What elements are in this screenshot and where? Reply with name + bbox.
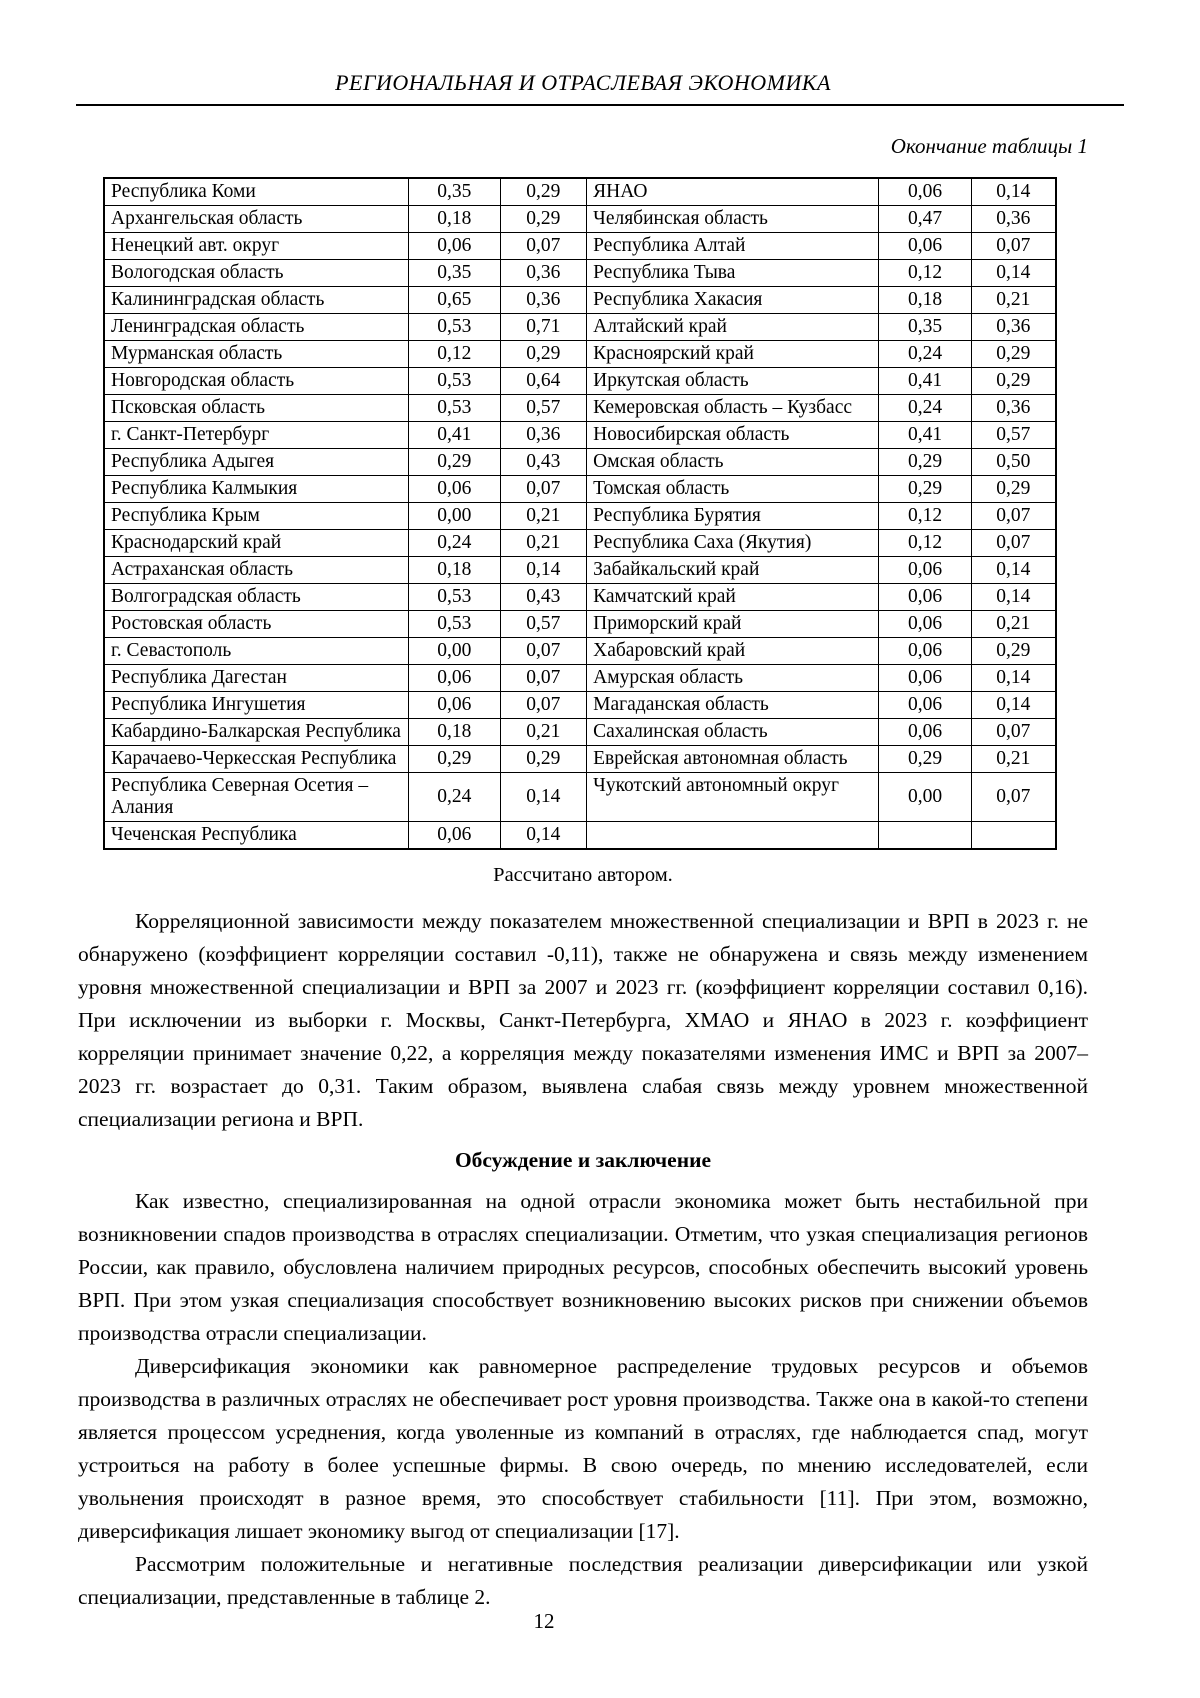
value-cell: 0,00: [409, 503, 500, 530]
region-name-cell: Республика Саха (Якутия): [587, 530, 879, 557]
region-name-cell: Республика Адыгея: [104, 449, 409, 476]
region-name-cell: Иркутская область: [587, 368, 879, 395]
value-cell: 0,24: [879, 341, 971, 368]
region-name-cell: Карачаево-Черкесская Республика: [104, 746, 409, 773]
value-cell: 0,29: [500, 746, 587, 773]
table-row: [104, 341, 1056, 368]
value-cell: 0,06: [879, 638, 971, 665]
region-name-cell: [587, 822, 879, 850]
value-cell: 0,36: [500, 260, 587, 287]
region-name-cell: Вологодская область: [104, 260, 409, 287]
value-cell: 0,14: [500, 822, 587, 850]
value-cell: 0,21: [500, 530, 587, 557]
value-cell: 0,29: [971, 368, 1056, 395]
value-cell: 0,06: [409, 692, 500, 719]
value-cell: 0,21: [500, 503, 587, 530]
value-cell: 0,29: [500, 341, 587, 368]
value-cell: 0,57: [500, 395, 587, 422]
table-row: [104, 449, 1056, 476]
region-name-cell: Краснодарский край: [104, 530, 409, 557]
value-cell: 0,41: [879, 368, 971, 395]
value-cell: 0,07: [500, 692, 587, 719]
value-cell: 0,43: [500, 584, 587, 611]
value-cell: 0,07: [500, 665, 587, 692]
table-row: [104, 178, 1056, 206]
value-cell: 0,07: [971, 530, 1056, 557]
value-cell: 0,35: [409, 178, 500, 206]
value-cell: 0,14: [971, 584, 1056, 611]
region-name-cell: Республика Коми: [104, 178, 409, 206]
value-cell: 0,06: [879, 178, 971, 206]
value-cell: [971, 822, 1056, 850]
value-cell: 0,36: [500, 287, 587, 314]
region-name-cell: Амурская область: [587, 665, 879, 692]
value-cell: 0,36: [971, 395, 1056, 422]
paragraph-table2-intro: Рассмотрим положительные и негативные последствия реализации диверсификации или узкой специализации, представленные в таблице 2.: [78, 1552, 1088, 1609]
value-cell: 0,06: [879, 557, 971, 584]
value-cell: 0,53: [409, 395, 500, 422]
value-cell: 0,53: [409, 611, 500, 638]
value-cell: 0,64: [500, 368, 587, 395]
value-cell: 0,35: [879, 314, 971, 341]
table-row: [104, 719, 1056, 746]
table-row: [104, 557, 1056, 584]
value-cell: 0,29: [879, 449, 971, 476]
paragraph-diversification: Диверсификация экономики как равномерное распределение трудовых ресурсов и объемов производства в различных отраслях не обеспечивает рост уровня производства. Также она в какой-то степени является процессом усреднения, когда уволенные из компаний в отраслях, где наблюдается спад, могут устроиться на работу в более успешные фирмы. В свою очередь, по мнению исследователей, если увольнения происходят в разное время, это способствует стабильности [11]. При этом, возможно, диверсификация лишает экономику выгод от специализации [17].: [78, 1354, 1088, 1543]
value-cell: 0,06: [409, 665, 500, 692]
journal-section-header: РЕГИОНАЛЬНАЯ И ОТРАСЛЕВАЯ ЭКОНОМИКА: [335, 70, 831, 95]
value-cell: 0,21: [971, 287, 1056, 314]
region-name-cell: Чукотский автономный округ: [587, 773, 879, 822]
value-cell: 0,18: [409, 206, 500, 233]
value-cell: 0,50: [971, 449, 1056, 476]
value-cell: 0,29: [409, 746, 500, 773]
value-cell: 0,06: [879, 611, 971, 638]
value-cell: 0,41: [879, 422, 971, 449]
region-name-cell: Кемеровская область – Кузбасс: [587, 395, 879, 422]
value-cell: 0,14: [971, 557, 1056, 584]
value-cell: 0,14: [971, 692, 1056, 719]
region-name-cell: Волгоградская область: [104, 584, 409, 611]
paragraph-specialization-risks: Как известно, специализированная на одной отрасли экономика может быть нестабильной при возникновении спадов производства в отраслях специализации. Отметим, что узкая специализация регионов России, как правило, обусловлена наличием природных ресурсов, способных обеспечить высокий уровень ВРП. При этом узкая специализация способствует возникновению высоких рисков при снижении объемов производства отрасли специализации.: [78, 1189, 1088, 1345]
value-cell: 0,18: [409, 719, 500, 746]
table-row: [104, 260, 1056, 287]
value-cell: 0,29: [879, 746, 971, 773]
region-name-cell: Республика Калмыкия: [104, 476, 409, 503]
value-cell: 0,35: [409, 260, 500, 287]
table-row: [104, 692, 1056, 719]
value-cell: 0,36: [971, 206, 1056, 233]
region-name-cell: Республика Дагестан: [104, 665, 409, 692]
value-cell: 0,12: [409, 341, 500, 368]
value-cell: 0,21: [500, 719, 587, 746]
discussion-conclusion-heading: Обсуждение и заключение: [454, 1148, 712, 1172]
region-name-cell: Калининградская область: [104, 287, 409, 314]
table-source-note: Рассчитано автором.: [493, 864, 673, 886]
region-name-cell: Чеченская Республика: [104, 822, 409, 850]
value-cell: 0,14: [971, 178, 1056, 206]
table-continuation-caption: Окончание таблицы 1: [890, 134, 1088, 158]
value-cell: 0,07: [971, 503, 1056, 530]
value-cell: 0,06: [879, 719, 971, 746]
value-cell: 0,29: [409, 449, 500, 476]
region-name-cell: Томская область: [587, 476, 879, 503]
table-body: [104, 178, 1056, 849]
region-name-cell: г. Санкт-Петербург: [104, 422, 409, 449]
table-row: [104, 476, 1056, 503]
table-row: [104, 638, 1056, 665]
value-cell: 0,07: [500, 476, 587, 503]
article-body-continued: [78, 1185, 1088, 1614]
region-name-cell: г. Севастополь: [104, 638, 409, 665]
value-cell: 0,29: [879, 476, 971, 503]
region-name-cell: Республика Алтай: [587, 233, 879, 260]
value-cell: 0,00: [409, 638, 500, 665]
value-cell: 0,43: [500, 449, 587, 476]
table-row: [104, 746, 1056, 773]
paragraph-correlation: Корреляционной зависимости между показателем множественной специализации и ВРП в 2023 г. не обнаружено (коэффициент корреляции составил -0,11), также не обнаружена и связь между изменением уровня множественной специализации и ВРП за 2007 и 2023 гг. (коэффициент корреляции составил 0,16). При исключении из выборки г. Москвы, Санкт-Петербурга, ХМАО и ЯНАО в 2023 г. коэффициент корреляции принимает значение 0,22, а корреляция между показателями изменения ИМС и ВРП за 2007–2023 гг. возрастает до 0,31. Таким образом, выявлена слабая связь между уровнем множественной специализации региона и ВРП.: [78, 909, 1088, 1131]
value-cell: 0,18: [879, 287, 971, 314]
region-name-cell: Республика Тыва: [587, 260, 879, 287]
value-cell: [879, 822, 971, 850]
region-name-cell: Ленинградская область: [104, 314, 409, 341]
region-name-cell: Ростовская область: [104, 611, 409, 638]
value-cell: 0,57: [500, 611, 587, 638]
value-cell: 0,14: [500, 773, 587, 822]
region-name-cell: Архангельская область: [104, 206, 409, 233]
region-name-cell: Хабаровский край: [587, 638, 879, 665]
page-number: 12: [533, 1609, 555, 1633]
region-name-cell: Республика Северная Осетия – Алания: [104, 773, 409, 822]
value-cell: 0,57: [971, 422, 1056, 449]
table-row: [104, 665, 1056, 692]
region-name-cell: Мурманская область: [104, 341, 409, 368]
table-row: [104, 611, 1056, 638]
value-cell: 0,07: [500, 638, 587, 665]
value-cell: 0,29: [500, 178, 587, 206]
table-row: [104, 584, 1056, 611]
region-name-cell: Челябинская область: [587, 206, 879, 233]
value-cell: 0,65: [409, 287, 500, 314]
regions-specialization-table: [103, 177, 1057, 850]
region-name-cell: Республика Бурятия: [587, 503, 879, 530]
value-cell: 0,53: [409, 314, 500, 341]
table-row: [104, 530, 1056, 557]
value-cell: 0,14: [971, 665, 1056, 692]
value-cell: 0,21: [971, 746, 1056, 773]
value-cell: 0,06: [409, 476, 500, 503]
header-rule: [76, 104, 1124, 106]
value-cell: 0,71: [500, 314, 587, 341]
value-cell: 0,00: [879, 773, 971, 822]
region-name-cell: Астраханская область: [104, 557, 409, 584]
value-cell: 0,07: [971, 719, 1056, 746]
value-cell: 0,12: [879, 530, 971, 557]
region-name-cell: Псковская область: [104, 395, 409, 422]
value-cell: 0,29: [971, 341, 1056, 368]
region-name-cell: Камчатский край: [587, 584, 879, 611]
region-name-cell: Забайкальский край: [587, 557, 879, 584]
value-cell: 0,29: [500, 206, 587, 233]
region-name-cell: Новгородская область: [104, 368, 409, 395]
value-cell: 0,41: [409, 422, 500, 449]
value-cell: 0,18: [409, 557, 500, 584]
table-row: [104, 368, 1056, 395]
table-row: [104, 314, 1056, 341]
value-cell: 0,14: [971, 260, 1056, 287]
region-name-cell: ЯНАО: [587, 178, 879, 206]
region-name-cell: Алтайский край: [587, 314, 879, 341]
value-cell: 0,12: [879, 503, 971, 530]
value-cell: 0,14: [500, 557, 587, 584]
value-cell: 0,24: [879, 395, 971, 422]
value-cell: 0,36: [500, 422, 587, 449]
value-cell: 0,07: [971, 233, 1056, 260]
region-name-cell: Красноярский край: [587, 341, 879, 368]
region-name-cell: Республика Крым: [104, 503, 409, 530]
value-cell: 0,36: [971, 314, 1056, 341]
region-name-cell: Приморский край: [587, 611, 879, 638]
value-cell: 0,24: [409, 773, 500, 822]
table-row: [104, 206, 1056, 233]
value-cell: 0,21: [971, 611, 1056, 638]
region-name-cell: Республика Хакасия: [587, 287, 879, 314]
value-cell: 0,47: [879, 206, 971, 233]
value-cell: 0,12: [879, 260, 971, 287]
value-cell: 0,06: [879, 692, 971, 719]
value-cell: 0,53: [409, 368, 500, 395]
value-cell: 0,06: [409, 233, 500, 260]
table-row: [104, 395, 1056, 422]
table-row: [104, 233, 1056, 260]
region-name-cell: Сахалинская область: [587, 719, 879, 746]
region-name-cell: Новосибирская область: [587, 422, 879, 449]
value-cell: 0,06: [879, 584, 971, 611]
article-body: [78, 905, 1088, 1136]
table-row: [104, 287, 1056, 314]
value-cell: 0,24: [409, 530, 500, 557]
region-name-cell: Магаданская область: [587, 692, 879, 719]
table-row: [104, 822, 1056, 850]
value-cell: 0,29: [971, 476, 1056, 503]
region-name-cell: Ненецкий авт. округ: [104, 233, 409, 260]
table-row: [104, 503, 1056, 530]
region-name-cell: Республика Ингушетия: [104, 692, 409, 719]
region-name-cell: Омская область: [587, 449, 879, 476]
value-cell: 0,53: [409, 584, 500, 611]
value-cell: 0,07: [500, 233, 587, 260]
value-cell: 0,06: [409, 822, 500, 850]
region-name-cell: Кабардино-Балкарская Республика: [104, 719, 409, 746]
table-row: [104, 422, 1056, 449]
value-cell: 0,07: [971, 773, 1056, 822]
value-cell: 0,29: [971, 638, 1056, 665]
table-row: [104, 773, 1056, 822]
value-cell: 0,06: [879, 665, 971, 692]
region-name-cell: Еврейская автономная область: [587, 746, 879, 773]
value-cell: 0,06: [879, 233, 971, 260]
